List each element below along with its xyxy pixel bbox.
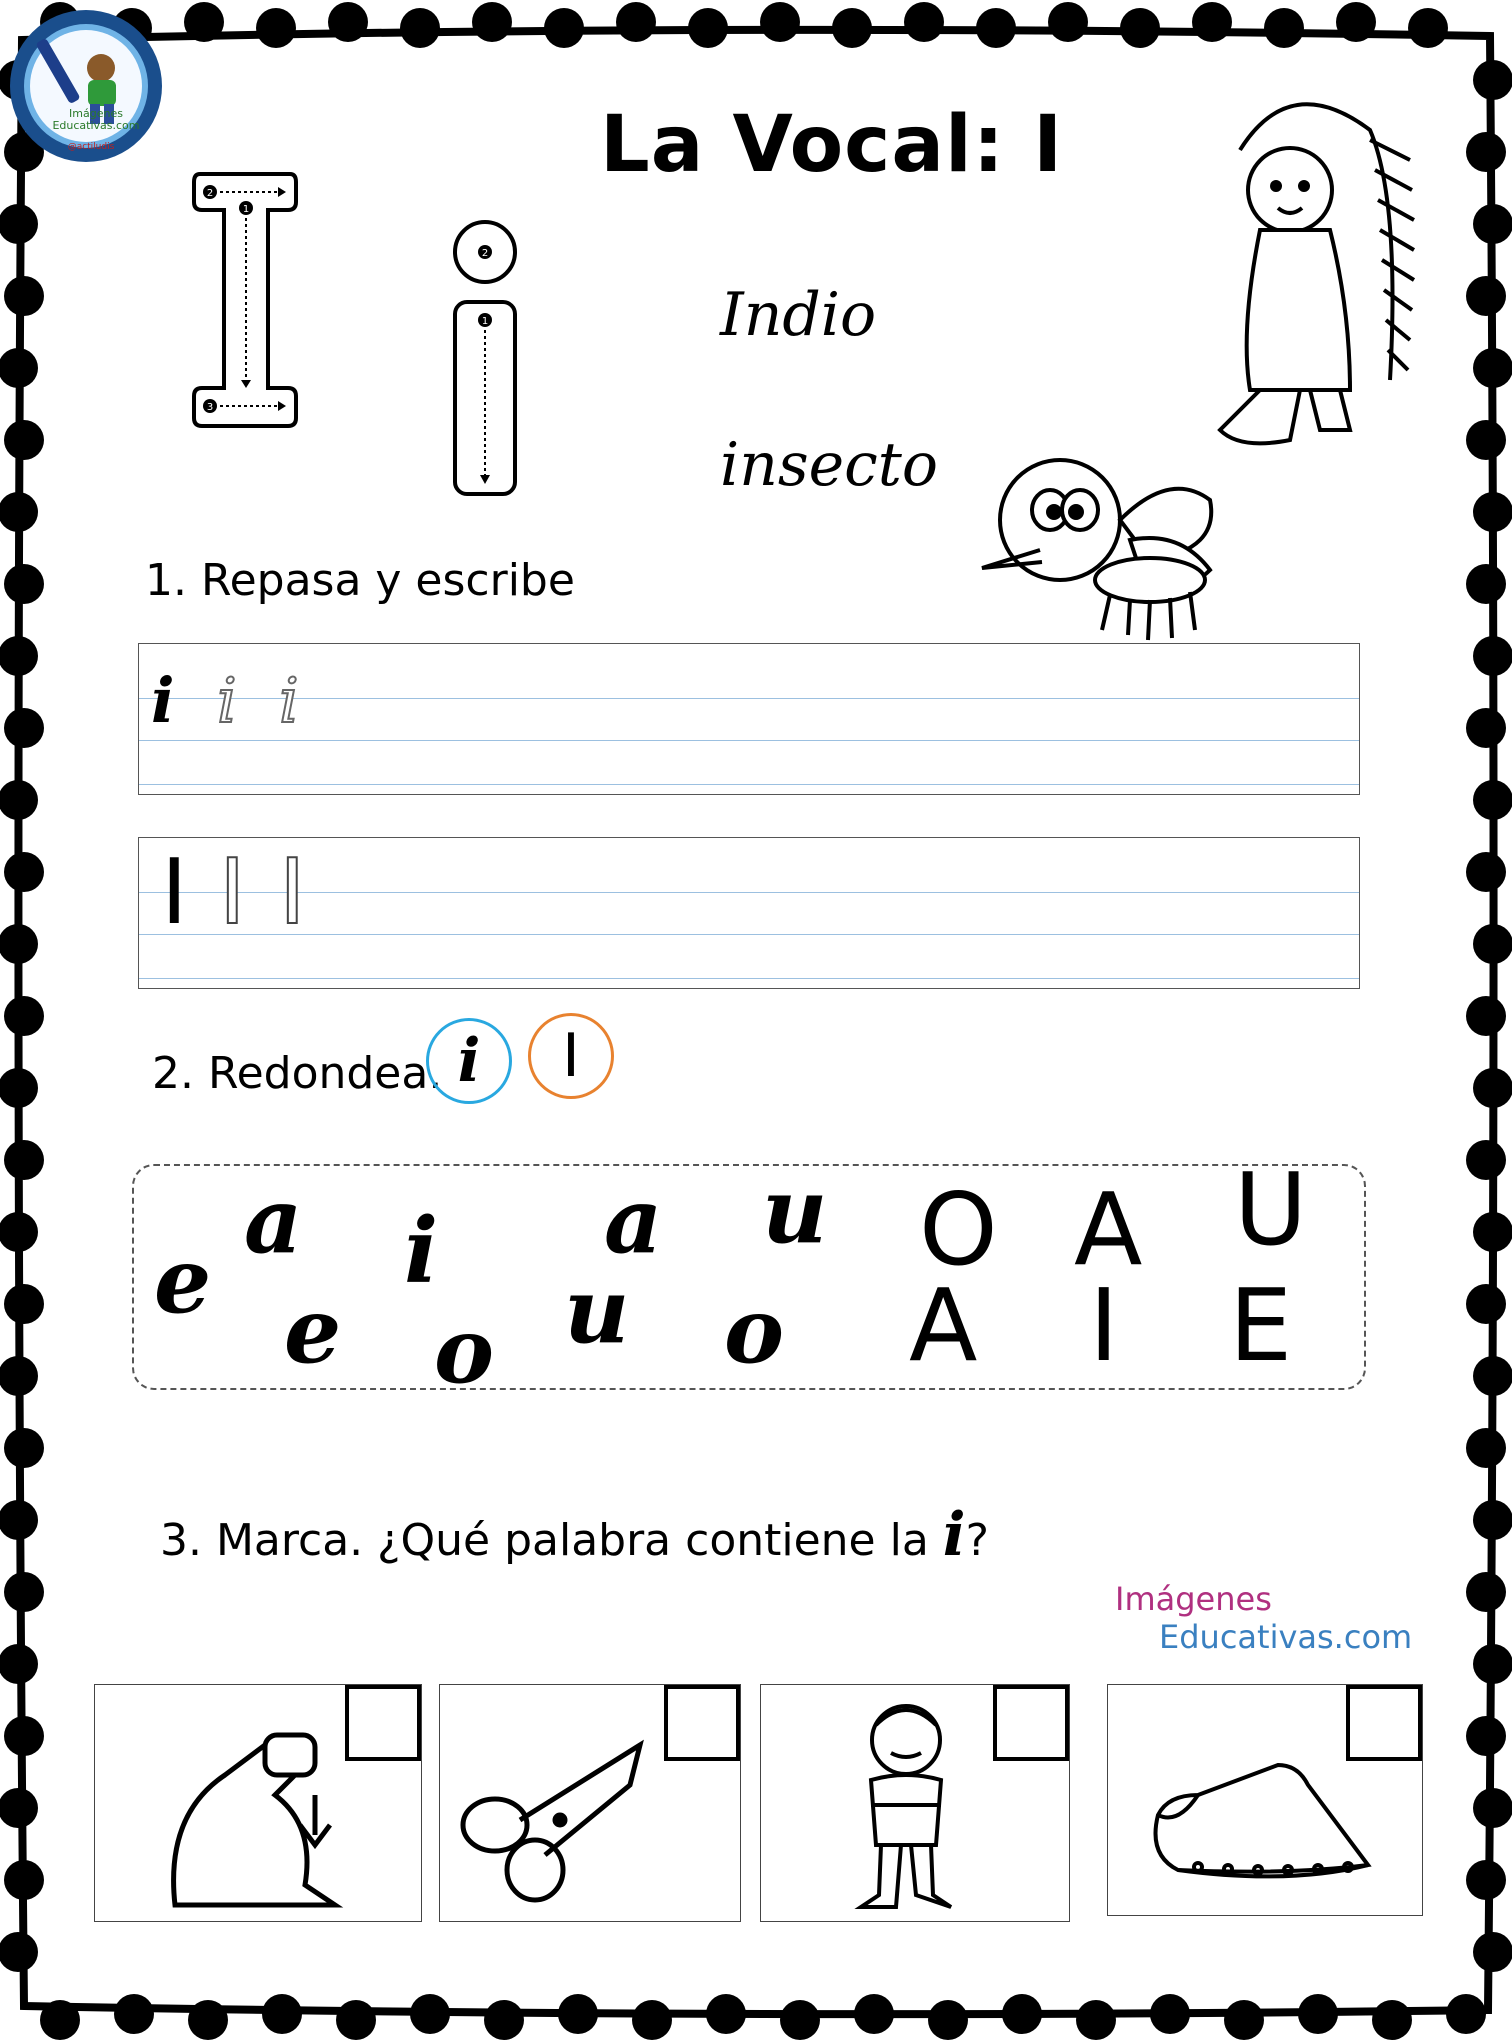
example-uppercase-i: I (528, 1013, 614, 1099)
uppercase-i-trace-model (190, 170, 300, 430)
writing-line-lowercase[interactable] (138, 643, 1360, 795)
letter-search-box (132, 1151, 1366, 1404)
option-card-arm[interactable] (94, 1684, 422, 1922)
arm-muscle-icon (155, 1715, 355, 1915)
writing-line-uppercase[interactable] (138, 837, 1360, 989)
letter-U[interactable]: U (1234, 1151, 1308, 1268)
model-lowercase-i: i (151, 664, 175, 737)
logo-tag: @actiludis (67, 142, 115, 152)
insect-illustration (980, 450, 1260, 650)
letter-A[interactable]: A (909, 1267, 978, 1384)
svg-text:1: 1 (481, 316, 489, 327)
trace-uppercase-i: I (279, 840, 306, 945)
checkbox[interactable] (345, 1685, 421, 1761)
letter-i[interactable]: i (404, 1198, 439, 1304)
trace-uppercase-i: I (219, 840, 246, 945)
letter-e[interactable]: e (284, 1278, 342, 1384)
letter-I[interactable]: I (1089, 1267, 1119, 1384)
checkbox[interactable] (664, 1685, 740, 1761)
page-title: La Vocal: I (600, 100, 1064, 190)
svg-text:1: 1 (242, 204, 250, 215)
letter-o[interactable]: o (434, 1298, 495, 1404)
letter-e[interactable]: e (154, 1228, 212, 1334)
lowercase-i-trace-model (450, 220, 520, 500)
svg-text:3: 3 (206, 402, 214, 413)
trace-lowercase-i: i (217, 664, 237, 737)
skirt-icon (1138, 1755, 1388, 1885)
example-lowercase-i: i (426, 1018, 512, 1104)
letter-a[interactable]: a (244, 1168, 303, 1274)
letter-A[interactable]: A (1074, 1171, 1143, 1288)
letter-E[interactable]: E (1229, 1267, 1293, 1384)
section2-heading: 2. Redondea. (152, 1048, 443, 1099)
word-insecto: insecto (720, 430, 938, 500)
boy-icon (841, 1695, 971, 1915)
model-uppercase-i: I (161, 840, 188, 945)
letter-o[interactable]: o (724, 1278, 785, 1384)
letter-u[interactable]: u (564, 1258, 630, 1364)
letter-O[interactable]: O (919, 1171, 998, 1288)
checkbox[interactable] (993, 1685, 1069, 1761)
word-indio: Indio (720, 280, 877, 350)
trace-lowercase-i: i (279, 664, 299, 737)
logo-brand: Imágenes Educativas.com (52, 107, 140, 132)
option-card-skirt[interactable] (1107, 1684, 1423, 1916)
svg-text:2: 2 (481, 248, 489, 259)
option-card-scissors[interactable] (439, 1684, 741, 1922)
watermark: Imágenes Educativas.com (1115, 1580, 1413, 1656)
option-card-boy[interactable] (760, 1684, 1070, 1922)
indian-chief-illustration (1200, 80, 1420, 460)
letter-u[interactable]: u (762, 1158, 828, 1264)
site-logo (6, 6, 166, 166)
section3-heading: 3. Marca. ¿Qué palabra contiene la i? (160, 1500, 989, 1570)
section1-heading: 1. Repasa y escribe (145, 555, 575, 606)
svg-text:2: 2 (206, 188, 214, 199)
letter-a[interactable]: a (604, 1168, 663, 1274)
checkbox[interactable] (1346, 1685, 1422, 1761)
scissors-icon (450, 1725, 650, 1905)
